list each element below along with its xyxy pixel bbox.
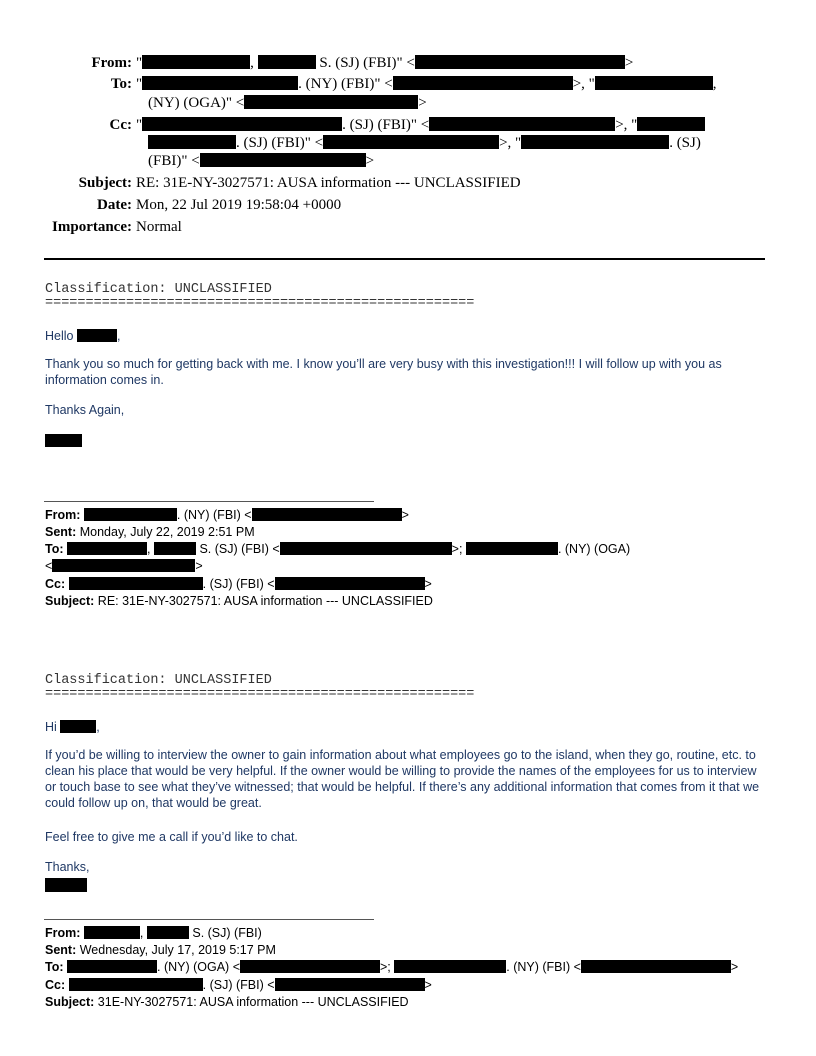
quote1-from-line: From: . (NY) (FBI) < > — [45, 508, 409, 522]
header-divider — [44, 258, 765, 260]
redaction — [142, 55, 250, 69]
redaction — [69, 577, 203, 590]
signature-redaction — [45, 878, 87, 892]
header-to-line-2: (NY) (OGA)" < > — [148, 95, 427, 111]
closing: Thanks, — [45, 860, 90, 874]
header-subject-line — [0, 175, 521, 192]
quote1-sent-line: Sent: Monday, July 22, 2019 2:51 PM — [45, 525, 255, 539]
redaction — [280, 542, 452, 555]
header-subject: RE: 31E-NY-3027571: AUSA information --- UNCLASSIFIED — [136, 175, 521, 191]
header-from-label: From: — [91, 55, 132, 71]
redaction — [240, 960, 380, 973]
header-importance-label: Importance: — [52, 219, 132, 235]
quote1-subject-line: Subject: RE: 31E-NY-3027571: AUSA information --- UNCLASSIFIED — [45, 594, 433, 608]
greeting: Hi , — [45, 720, 100, 734]
header-date-line — [0, 197, 341, 214]
quote2-cc-line: Cc: . (SJ) (FBI) < > — [45, 978, 432, 992]
redaction — [147, 926, 189, 939]
quote1-to-line-2: < > — [45, 559, 203, 573]
redaction — [323, 135, 499, 149]
redaction — [429, 117, 615, 131]
redaction — [258, 55, 316, 69]
closing: Thanks Again, — [45, 403, 125, 417]
separator-line: ===================================================== — [45, 687, 475, 702]
separator-line: ===================================================== — [45, 296, 475, 311]
quote1-to-line: To: , S. (SJ) (FBI) < >; . (NY) (OGA) — [45, 542, 631, 556]
redaction — [393, 76, 573, 90]
redaction — [142, 76, 298, 90]
redaction — [415, 55, 625, 69]
header-importance-line — [0, 219, 182, 236]
redaction — [60, 720, 96, 733]
header-from-line: From: " , S. (SJ) (FBI)" < > — [0, 55, 633, 72]
greeting: Hello , — [45, 329, 121, 343]
header-to-line: To: " . (NY) (FBI)" < >, " , — [0, 76, 717, 93]
quote1-cc-line: Cc: . (SJ) (FBI) < > — [45, 577, 432, 591]
quote2-subject-line: Subject: 31E-NY-3027571: AUSA information --- UNCLASSIFIED — [45, 995, 409, 1009]
message-body: If you’d be willing to interview the owner to gain information about what employees go to the island, when they go, routine, etc. to clean his place that would be very helpful. If the owner would be willing to provide the names of the employees for us to interview or touch base to see what they’ve witnessed; that would be helpful. If there’s any additional information that comes from it that we could follow up on, that would be great. — [45, 748, 760, 810]
redaction — [466, 542, 558, 555]
redaction — [67, 960, 157, 973]
header-date-label: Date: — [97, 197, 132, 213]
header-to-label: To: — [110, 76, 132, 92]
redaction — [394, 960, 506, 973]
redaction — [52, 559, 195, 572]
quote-divider — [44, 919, 374, 920]
quote2-sent-line: Sent: Wednesday, July 17, 2019 5:17 PM — [45, 943, 276, 957]
quote2-from-line: From: , S. (SJ) (FBI) — [45, 926, 262, 940]
redaction — [84, 926, 140, 939]
header-cc-line-2: . (SJ) (FBI)" < >, " . (SJ) — [148, 135, 701, 152]
followup-text: Feel free to give me a call if you’d like to chat. — [45, 830, 298, 844]
redaction — [252, 508, 402, 521]
redaction — [200, 153, 366, 167]
redaction — [595, 76, 713, 90]
header-importance: Normal — [136, 219, 182, 235]
redaction — [154, 542, 196, 555]
redaction — [275, 577, 425, 590]
redaction — [69, 978, 203, 991]
redaction — [148, 135, 236, 149]
redaction — [244, 95, 418, 109]
quote2-to-line: To: . (NY) (OGA) < >; . (NY) (FBI) < > — [45, 960, 739, 974]
classification-banner: Classification: UNCLASSIFIED — [45, 673, 272, 688]
header-cc-label: Cc: — [109, 117, 132, 133]
redaction — [637, 117, 705, 131]
redaction — [67, 542, 147, 555]
message-body: Thank you so much for getting back with me. I know you’ll are very busy with this investigation!!! I will follow up with you as information comes in. — [45, 357, 722, 387]
header-cc-line: Cc: " . (SJ) (FBI)" < >, " — [0, 117, 705, 134]
redaction — [521, 135, 669, 149]
classification-banner: Classification: UNCLASSIFIED — [45, 282, 272, 297]
redaction — [581, 960, 731, 973]
header-date: Mon, 22 Jul 2019 19:58:04 +0000 — [136, 197, 342, 213]
header-cc-line-3: (FBI)" < > — [148, 153, 375, 169]
redaction — [142, 117, 342, 131]
redaction — [275, 978, 425, 991]
signature-redaction — [45, 434, 82, 447]
header-subject-label: Subject: — [78, 175, 132, 191]
redaction — [84, 508, 177, 521]
redaction — [77, 329, 117, 342]
quote-divider — [44, 501, 374, 502]
